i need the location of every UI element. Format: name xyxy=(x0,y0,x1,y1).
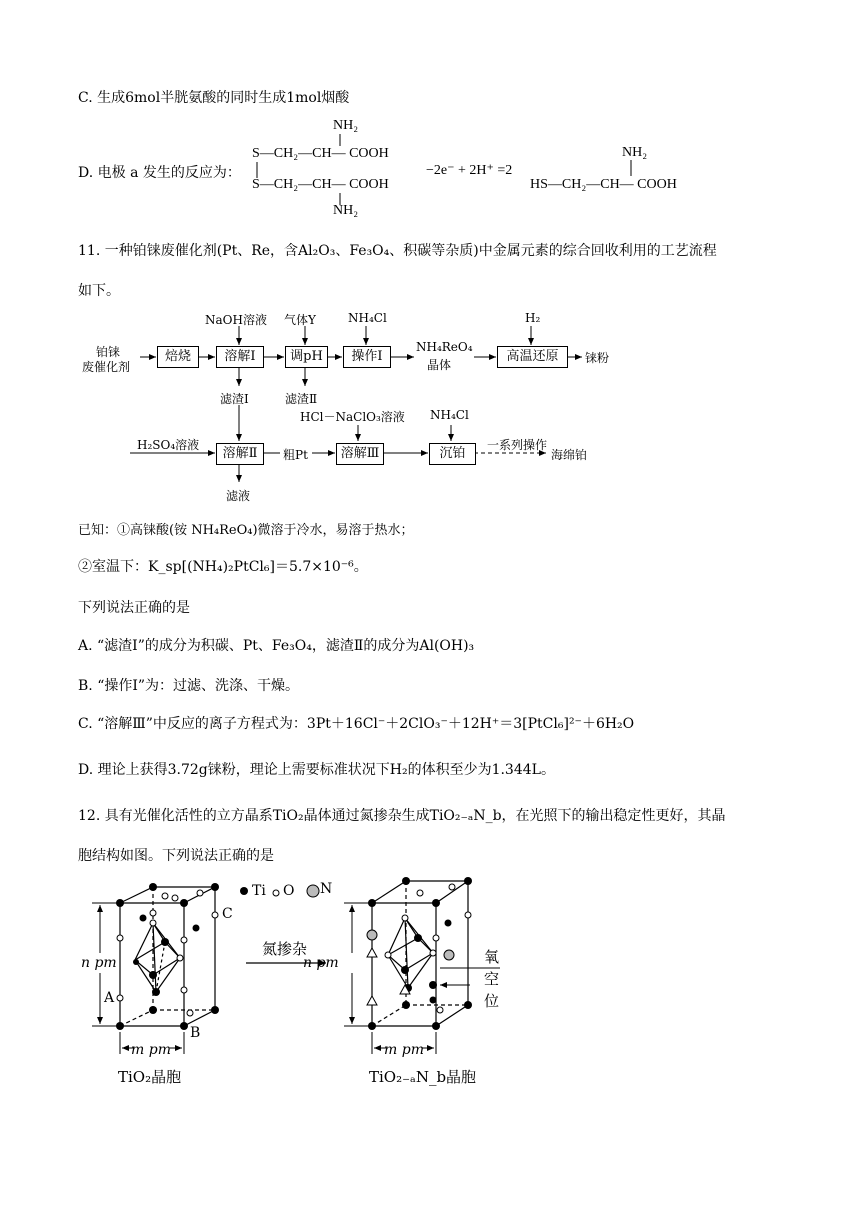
flow-residue1: 滤渣Ⅰ xyxy=(220,392,249,406)
q12-stem-1: 12. 具有光催化活性的立方晶系TiO₂晶体通过氮掺杂生成TiO₂₋ₐN_b，在光照下的输出稳定性更好，其晶 xyxy=(78,808,726,824)
n-pm-right: n pm xyxy=(303,955,339,971)
q11-option-a: A. “滤渣Ⅰ”的成分为积碳、Pt、Fe₃O₄，滤渣Ⅱ的成分为Al(OH)₃ xyxy=(78,638,475,654)
flow-start-2: 废催化剂 xyxy=(82,360,131,374)
flow-dissolve2: 溶解Ⅱ xyxy=(216,443,264,465)
flow-dissolve1: 溶解Ⅰ xyxy=(216,346,264,368)
option-c: C. 生成6mol半胱氨酸的同时生成1mol烟酸 xyxy=(78,90,350,106)
flow-crystal: 晶体 xyxy=(427,358,452,372)
label-a: A xyxy=(104,990,115,1006)
n-pm-left: n pm xyxy=(81,955,117,971)
flow-nh4cl-1: NH₄Cl xyxy=(348,311,387,325)
q11-ask: 下列说法正确的是 xyxy=(78,600,190,616)
legend-n: N xyxy=(320,881,333,897)
flow-reduce: 高温还原 xyxy=(497,346,568,368)
caption-tio2: TiO₂晶胞 xyxy=(118,1068,182,1086)
label-b: B xyxy=(190,1025,201,1041)
nh2-top: NH₂ xyxy=(333,118,359,133)
flow-nh4reo4: NH₄ReO₄ xyxy=(416,340,473,354)
nh2-bottom: NH₂ xyxy=(333,203,359,218)
flow-adjust-ph: 调pH xyxy=(285,346,328,368)
nh2-product: NH₂ xyxy=(622,145,648,160)
m-pm-left: m pm xyxy=(131,1042,171,1058)
q11-stem-1: 11. 一种铂铼废催化剂(Pt、Re，含Al₂O₃、Fe₃O₄、积碳等杂质)中金属元素的综合回收利用的工艺流程 xyxy=(78,243,717,259)
flow-hcl-naclo3: HCl－NaClO₃溶液 xyxy=(300,410,405,424)
q11-known-2: ②室温下：K_sp[(NH₄)₂PtCl₆]＝5.7×10⁻⁶。 xyxy=(78,559,368,575)
flow-start-1: 铂铼 xyxy=(96,345,121,359)
m-pm-right: m pm xyxy=(384,1042,424,1058)
q12-stem-2: 胞结构如图。下列说法正确的是 xyxy=(78,848,274,864)
flow-filtrate: 滤液 xyxy=(226,489,251,503)
legend-o: O xyxy=(283,883,295,899)
product-chain: HS—CH₂—CH— COOH xyxy=(530,177,677,192)
caption-tio2-n: TiO₂₋ₐN_b晶胞 xyxy=(369,1068,477,1086)
flow-crude-pt: 粗Pt xyxy=(283,448,308,462)
flow-roast: 焙烧 xyxy=(157,346,199,368)
flow-precipitate: 沉铂 xyxy=(429,443,476,465)
flow-dissolve3: 溶解Ⅲ xyxy=(336,443,384,465)
reactant-top-chain: S—CH₂—CH— COOH xyxy=(252,146,389,161)
flow-op1: 操作Ⅰ xyxy=(343,346,391,368)
q11-known-1: 已知：①高铼酸(铵 NH₄ReO₄)微溶于冷水，易溶于热水； xyxy=(78,523,414,538)
flow-h2so4: H₂SO₄溶液 xyxy=(137,438,200,452)
legend-ti: Ti xyxy=(252,883,266,899)
q11-option-b: B. “操作Ⅰ”为：过滤、洗涤、干燥。 xyxy=(78,678,300,694)
oxygen-vacancy-label: 氧空位 xyxy=(484,948,500,1010)
option-d-prefix: D. 电极 a 发生的反应为： xyxy=(78,165,241,181)
flow-series-ops: 一系列操作 xyxy=(487,438,548,452)
flow-sponge-pt: 海绵铂 xyxy=(551,448,588,462)
flow-residue2: 滤渣Ⅱ xyxy=(285,392,318,406)
flow-gas-y: 气体Y xyxy=(284,313,316,327)
q11-option-d: D. 理论上获得3.72g铼粉，理论上需要标准状况下H₂的体积至少为1.344L。 xyxy=(78,762,555,778)
flow-nh4cl-2: NH₄Cl xyxy=(430,408,469,422)
flow-naoh: NaOH溶液 xyxy=(205,313,267,327)
q11-option-c: C. “溶解Ⅲ”中反应的离子方程式为：3Pt＋16Cl⁻＋2ClO₃⁻＋12H⁺＝3[PtCl₆]²⁻＋6H₂O xyxy=(78,716,635,732)
label-c: C xyxy=(222,906,233,922)
flow-re-powder: 铼粉 xyxy=(585,351,610,365)
q11-stem-2: 如下。 xyxy=(78,283,120,299)
electrode-equation-mid: −2e⁻ + 2H⁺ =2 xyxy=(426,163,513,178)
flow-h2: H₂ xyxy=(525,311,541,325)
reactant-bottom-chain: S—CH₂—CH— COOH xyxy=(252,177,389,192)
arrow-label-doping: 氮掺杂 xyxy=(262,940,308,958)
